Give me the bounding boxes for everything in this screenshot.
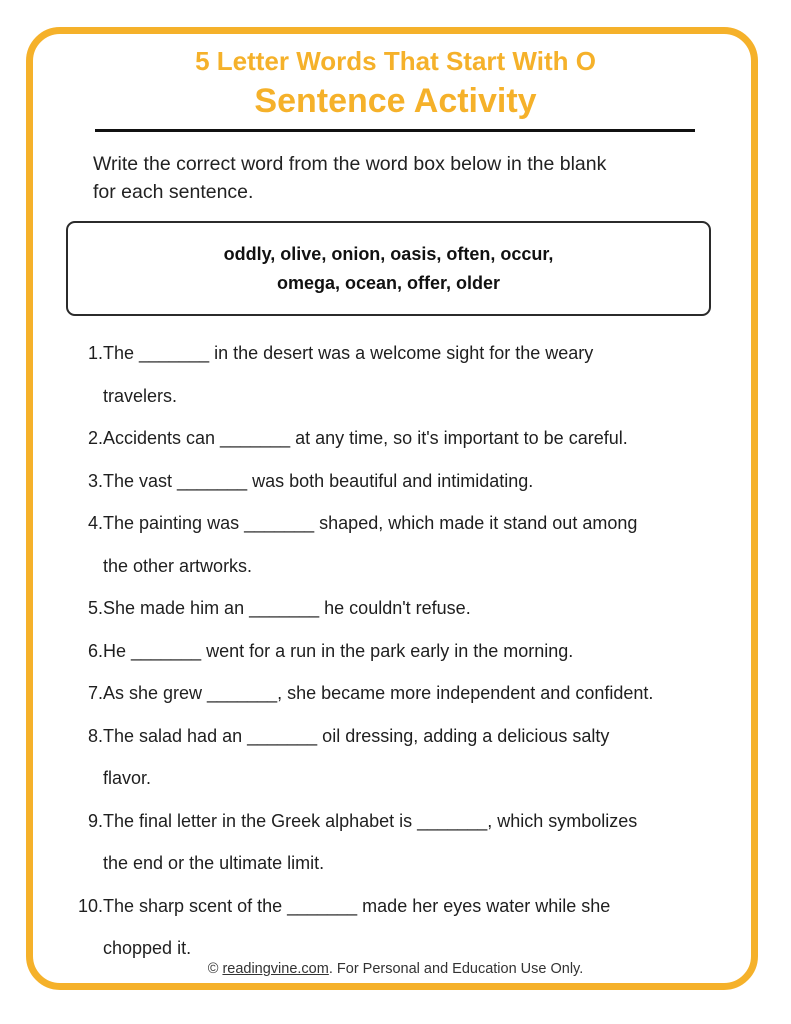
sentence-item [70, 332, 730, 417]
sentence-item [70, 630, 730, 673]
item-number: 9. [87, 810, 103, 831]
copyright-symbol: © [207, 961, 219, 977]
item-text: chopped it. [103, 938, 192, 958]
item-text: She made him an _______ he couldn't refuse. [103, 598, 471, 618]
word-box-line: oddly, olive, onion, oasis, often, occur, [223, 243, 554, 264]
instructions [93, 150, 723, 206]
instructions-line: Write the correct word from the word box below in the blank [93, 153, 607, 175]
site-link[interactable]: readingvine.com [222, 961, 329, 977]
sentence-list [70, 332, 730, 970]
sentence-item [70, 885, 730, 970]
word-box [66, 221, 711, 316]
item-text: flavor. [103, 768, 152, 788]
item-text: As she grew _______, she became more independent and confident. [103, 683, 654, 703]
item-text: The salad had an _______ oil dressing, adding a delicious salty [103, 725, 610, 746]
item-number: 10. [77, 895, 103, 916]
worksheet-subtitle: 5 Letter Words That Start With O [195, 46, 596, 76]
item-number: 5. [87, 598, 103, 618]
sentence-item [70, 502, 730, 587]
sentence-item [70, 587, 730, 630]
footer [0, 961, 791, 977]
sentence-item [70, 715, 730, 800]
item-number: 1. [87, 343, 103, 363]
item-text: He _______ went for a run in the park early in the morning. [103, 640, 574, 661]
item-number: 6. [87, 640, 103, 661]
item-text: the end or the ultimate limit. [103, 853, 325, 873]
item-text: The vast _______ was both beautiful and intimidating. [103, 470, 534, 491]
sentence-item [70, 800, 730, 885]
item-text: the other artworks. [103, 555, 253, 576]
item-number: 8. [87, 725, 103, 746]
footer-text: . For Personal and Education Use Only. [328, 961, 584, 977]
instructions-line: for each sentence. [93, 181, 254, 203]
item-text: travelers. [103, 385, 178, 406]
item-text: Accidents can _______ at any time, so it's important to be careful. [103, 428, 628, 448]
sentence-item [70, 460, 730, 503]
item-text: The sharp scent of the _______ made her eyes water while she [103, 895, 611, 916]
item-number: 7. [87, 683, 103, 703]
item-text: The painting was _______ shaped, which made it stand out among [103, 513, 638, 533]
title-divider [95, 129, 695, 132]
item-text: The final letter in the Greek alphabet is _______, which symbolizes [103, 810, 638, 831]
item-number: 2. [87, 428, 103, 448]
word-box-line: omega, ocean, offer, older [276, 272, 501, 293]
sentence-item [70, 672, 730, 715]
item-number: 3. [87, 470, 103, 491]
worksheet-title: Sentence Activity [254, 82, 537, 120]
item-number: 4. [87, 513, 103, 533]
item-text: The _______ in the desert was a welcome sight for the weary [103, 343, 594, 363]
sentence-item [70, 417, 730, 460]
